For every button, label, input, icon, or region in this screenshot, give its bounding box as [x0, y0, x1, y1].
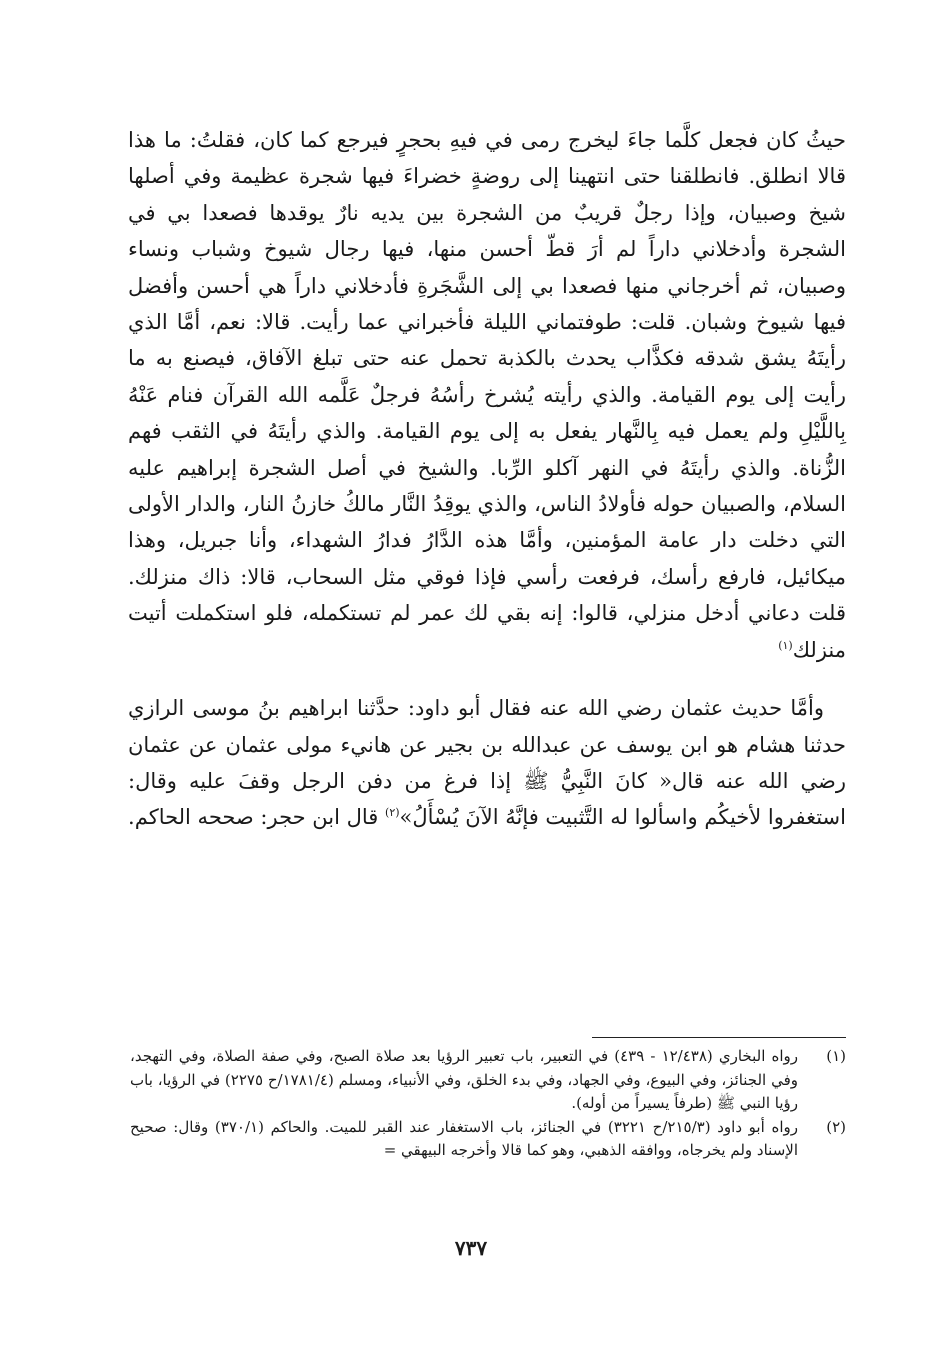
paragraph-2-tail: قال ابن حجر: صححه الحاكم. — [128, 805, 386, 830]
paragraph-2-text: وأمَّا حديث عثمان رضي الله عنه فقال أبو داود: حدَّثنا ابراهيم بنُ موسى الرازي حدثنا هشام هو ابن يوسف عن عبدالله بن بجير عن هانيء مولى عثمان عن عثمان رضي الله عنه قال« كانَ النَّبِيُّ ﷺ إذا فرغ من دفن الرجل وقفَ عليه وقال: استغفروا لأخيكُم واسألوا له التَّثبيت فإنَّهُ الآنَ يُسْأَلُ» — [128, 696, 846, 830]
paragraph-1 — [128, 122, 846, 668]
paragraph-2 — [128, 690, 846, 836]
footnote-reference-2[interactable]: (٢) — [385, 806, 400, 820]
footnote-2-text: رواه أبو داود (٢١٥/٣/ح ٣٢٢١) في الجنائز، باب الاستغفار عند القبر للميت. والحاكم (٣٧٠/١) وقال: صحيح الإسناد ولم يخرجاه، ووافقه الذهبي، وهو كما قالا وأخرجه البيهقي = — [130, 1117, 798, 1159]
footnote-2 — [130, 1116, 846, 1163]
footnotes-section — [130, 1045, 846, 1163]
paragraph-1-text: حيثُ كان فجعل كلَّما جاءَ ليخرج رمى في فيهِ بحجرٍ فيرجع كما كان، فقلتُ: ما هذا قالا انطلق. فانطلقنا حتى انتهينا إلى روضةٍ خضراءَ فيها شجرة عظيمة وفي أصلها شيخ وصبيان، وإذا رجلٌ قريبٌ من الشجرة بين يديه نارٌ يوقدها فصعدا بي في الشجرة وأدخلاني داراً لم أرَ قطّ أحسن منها، فيها رجال شيوخ وشباب ونساء وصبيان، ثم أخرجاني منها فصعدا بي إلى الشَّجَرةِ فأدخلاني داراً هي أحسن وأفضل فيها شيوخ وشبان. قلت: طوفتماني الليلة فأخبراني عما رأيت. قالا: نعم، أمَّا الذي رأيتَهُ يشق شدقه فكذَّاب يحدث بالكذبة تحمل عنه حتى تبلغ الآفاق، فيصنع به ما رأيت إلى يوم القيامة. والذي رأيته يُشرخ رأسُهُ فرجلٌ عَلَّمه الله القرآن فنام عَنْهُ بِاللَّيْلِ ولم يعمل فيه بِالنَّهار يفعل به إلى يوم القيامة. والذي رأيتَهُ في الثقب فهم الزُّناة. والذي رأيتَهُ في النهر آكلو الرِّبا. والشيخ في أصل الشجرة إبراهيم عليه السلام، والصبيان حوله فأولادُ الناس، والذي يوقِدُ النَّار مالكُ خازنُ النار، والدار الأولى التي دخلت دار عامة المؤمنين، وأمَّا هذه الدَّارُ فدارُ الشهداء، وأنا جبريل، وهذا ميكائيل، فارفع رأسك، فرفعت رأسي فإذا فوقي مثل السحاب، قالا: ذاك منزلك. قلت دعاني أدخل منزلي، قالوا: إنه بقي لك عمر لم تستكمله، فلو استكملت أتيت منزلك — [128, 128, 846, 662]
footnote-1-number: (١) — [826, 1047, 846, 1065]
main-text-body — [128, 122, 846, 836]
footnote-reference-1[interactable]: (١) — [778, 638, 793, 652]
page-number: ٧٣٧ — [454, 1236, 488, 1260]
footnote-separator — [592, 1037, 846, 1038]
footnote-2-number: (٢) — [826, 1117, 846, 1136]
footnote-1 — [130, 1045, 846, 1116]
footnote-1-text: رواه البخاري (١٢/٤٣٨ - ٤٣٩) في التعبير، باب تعبير الرؤيا بعد صلاة الصبح، وفي صفة الصلاة، وفي التهجد، وفي الجنائز، وفي البيوع، وفي الجهاد، وفي بدء الخلق، وفي الأنبياء، ومسلم (١٧٨١/٤/ح ٢٢٧٥) في الرؤيا، باب رؤيا النبي ﷺ (طرفاً يسيراً من أوله). — [130, 1047, 799, 1112]
